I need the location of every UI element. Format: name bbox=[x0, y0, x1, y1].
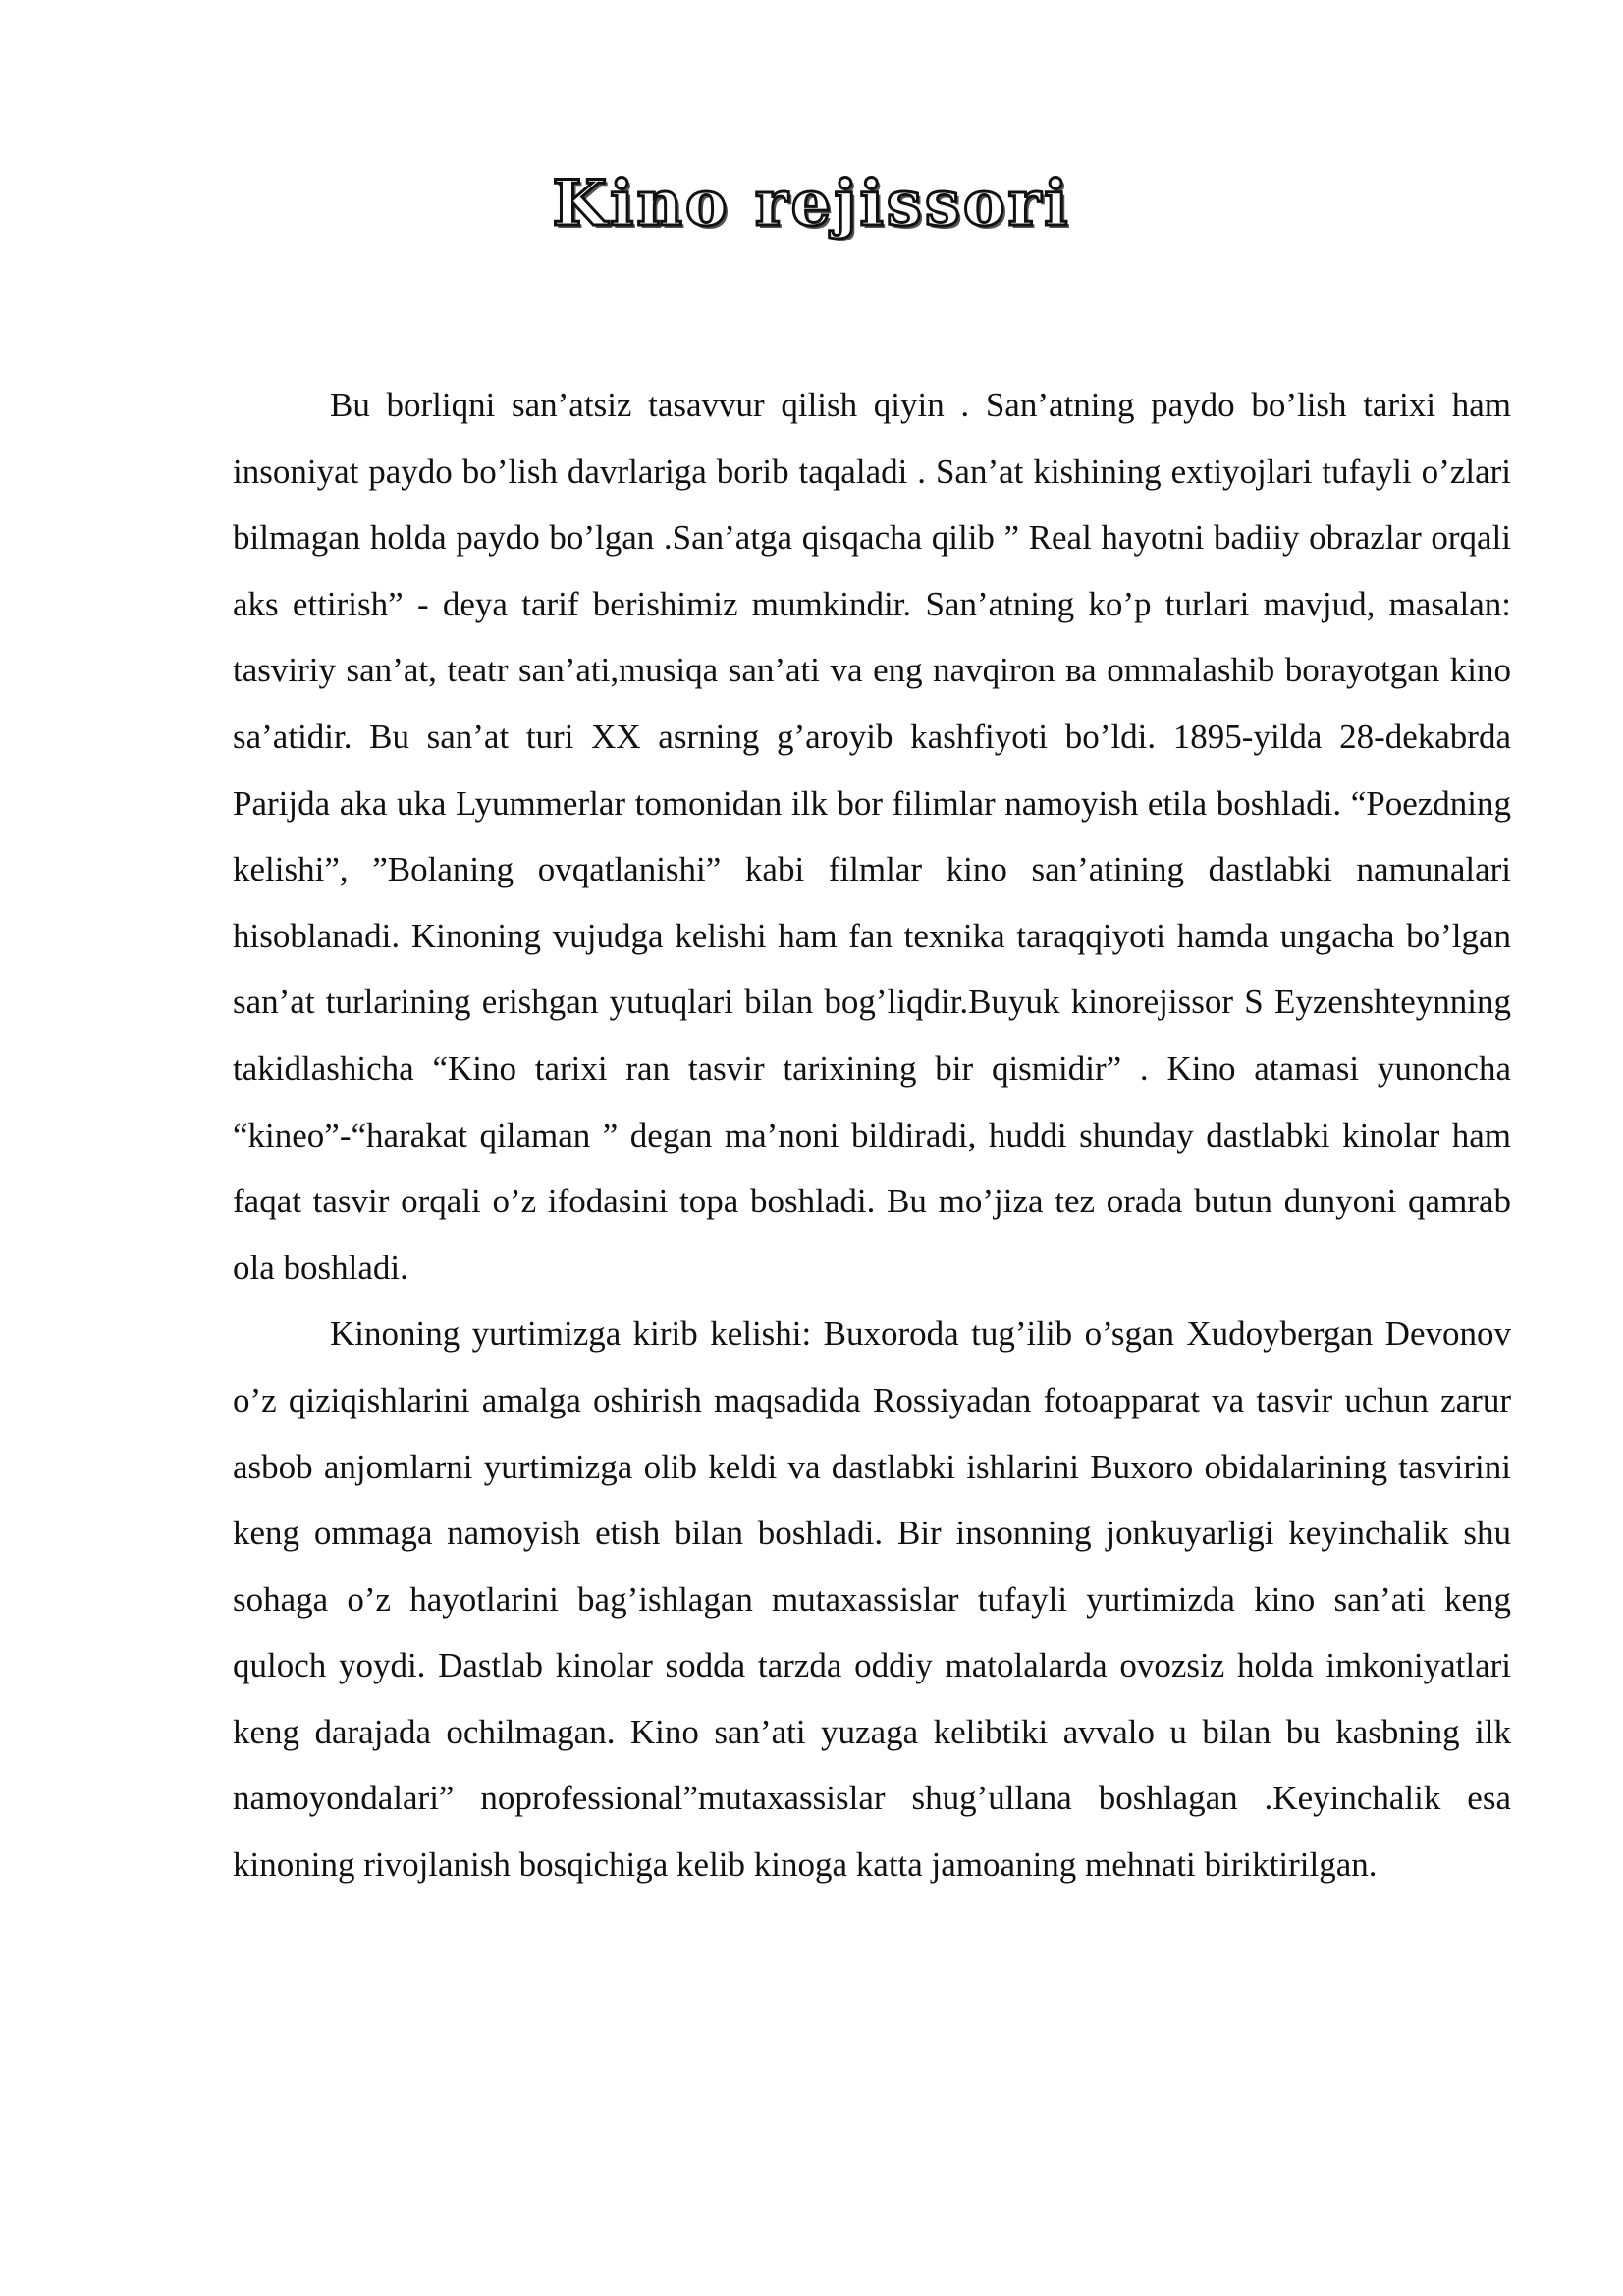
paragraph-1: Bu borliqni san’atsiz tasavvur qilish qiyin . San’atning paydo bo’lish tarixi ham insoniyat paydo bo’lish davrlariga borib taqaladi . San’at kishining extiyojlari tufayli o’zlari bilmagan holda paydo bo’lgan .San’atga qisqacha qilib ” Real hayotni badiiy obrazlar orqali aks ettirish” - deya tarif berishimiz mumkindir. San’atning ko’p turlari mavjud, masalan: tasviriy san’at, teatr san’ati,musiqa san’ati va eng navqiron ва ommalashib borayotgan kino sa’atidir. Bu san’at turi XX asrning g’aroyib kashfiyoti bo’ldi. 1895-yilda 28-dekabrda Parijda aka uka Lyummerlar tomonidan ilk bor filimlar namoyish etila boshladi. “Poezdning kelishi”, ”Bolaning ovqatlanishi” kabi filmlar kino san’atining dastlabki namunalari hisoblanadi. Kinoning vujudga kelishi ham fan texnika taraqqiyoti hamda ungacha bo’lgan san’at turlarining erishgan yutuqlari bilan bog’liqdir.Buyuk kinorejissor S Eyzenshteynning takidlashicha “Kino tarixi ran tasvir tarixining bir qismidir” . Kino atamasi yunoncha “kineo”-“harakat qilaman ” degan ma’noni bildiradi, huddi shunday dastlabki kinolar ham faqat tasvir orqali o’z ifodasini topa boshladi. Bu mo’jiza tez orada butun dunyoni qamrab ola boshladi. bbox=[233, 386, 1511, 1287]
paragraph-2: Kinoning yurtimizga kirib kelishi: Buxoroda tug’ilib o’sgan Xudoybergan Devonov o’z qiziqishlarini amalga oshirish maqsadida Rossiyadan fotoapparat va tasvir uchun zarur asbob anjomlarni yurtimizga olib keldi va dastlabki ishlarini Buxoro obidalarining tasvirini keng ommaga namoyish etish bilan boshladi. Bir insonning jonkuyarligi keyinchalik shu sohaga o’z hayotlarini bag’ishlagan mutaxassislar tufayli yurtimizda kino san’ati keng quloch yoydi. Dastlab kinolar sodda tarzda oddiy matolalarda ovozsiz holda imkoniyatlari keng darajada ochilmagan. Kino san’ati yuzaga kelibtiki avvalo u bilan bu kasbning ilk namoyondalari” noprofessional”mutaxassislar shug’ullana boshlagan .Keyinchalik esa kinoning rivojlanish bosqichiga kelib kinoga katta jamoaning mehnati biriktirilgan. bbox=[233, 1314, 1511, 1885]
document-body bbox=[233, 372, 1511, 1898]
page-title: Kino rejissori bbox=[552, 167, 1071, 240]
